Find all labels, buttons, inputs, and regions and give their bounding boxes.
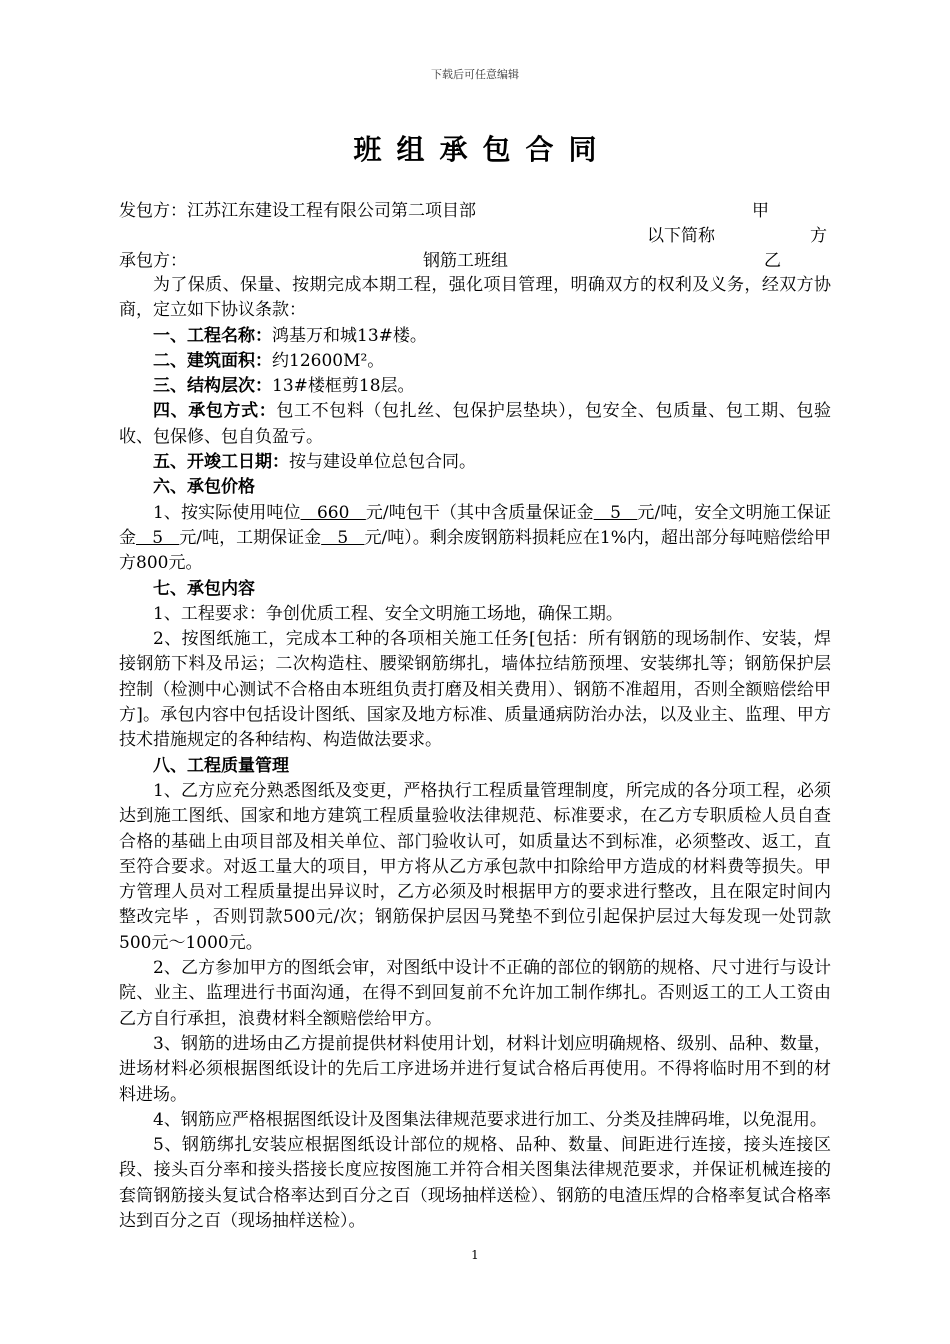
section-heading: 七、承包内容	[153, 578, 255, 599]
page-number: 1	[471, 1248, 479, 1262]
quality-deposit: 5	[593, 502, 638, 523]
section-price-heading	[119, 475, 831, 500]
header-note: 下载后可任意编辑	[431, 68, 519, 81]
quality-clause-5: 5、钢筋绑扎安装应根据图纸设计部位的规格、品种、数量、间距进行连接，接头连接区段、接头百分率和接头搭接长度应按图施工并符合相关图集法律规范要求，并保证机械连接的套筒钢筋接头复试合格率达到百分之百（现场抽样送检）、钢筋的电渣压焊的合格率复试合格率达到百分之百（现场抽样送检）。	[119, 1135, 831, 1231]
abbreviation-side: 方	[810, 226, 827, 246]
abbreviation-label: 以下简称	[647, 226, 715, 246]
safety-deposit: 5	[136, 527, 180, 548]
section-project-name	[119, 324, 831, 349]
party-b-label: 承包方：	[119, 251, 187, 271]
section-text: 鸿基万和城13#楼。	[272, 325, 427, 346]
quality-clause-4: 4、钢筋应严格根据图纸设计及图集法律规范要求进行加工、分类及挂牌码堆，以免混用。	[153, 1109, 827, 1130]
document-title: 班组承包合同	[353, 133, 612, 166]
section-heading: 一、工程名称：	[153, 325, 272, 346]
schedule-deposit: 5	[321, 527, 365, 548]
clause-text: 元/吨，工期保证金	[179, 527, 322, 548]
section-text: 13#楼框剪18层。	[272, 376, 415, 397]
clause-text: 1、按实际使用吨位	[153, 502, 301, 523]
party-a-label: 发包方：	[119, 201, 187, 221]
section-structure	[119, 374, 831, 399]
quality-clause-3: 3、钢筋的进场由乙方提前提供材料使用计划，材料计划应明确规格、级别、品种、数量，进场材料必须根据图纸设计的先后工序进场并进行复试合格后再使用。不得将临时用不到的材料进场。	[119, 1033, 831, 1105]
section-heading: 五、开竣工日期：	[153, 452, 289, 473]
clause-text: 元/吨，安全文明施工保证金	[119, 502, 831, 548]
section-heading: 八、工程质量管理	[153, 755, 289, 776]
section-text: 约12600M²。	[272, 350, 385, 371]
section-heading: 二、建筑面积：	[153, 350, 272, 371]
price-clause-1	[119, 501, 831, 577]
section-text: 按与建设单位总包合同。	[289, 452, 476, 473]
content-clause-1: 1、工程要求：争创优质工程、安全文明施工场地，确保工期。	[153, 603, 623, 624]
section-content-heading	[119, 577, 831, 602]
contract-body	[119, 273, 831, 1234]
party-b-suffix: 乙	[764, 251, 781, 271]
clause-text: 元/吨）。剩余废钢筋料损耗应在1%内，超出部分每吨赔偿给甲方800元。	[119, 527, 831, 574]
section-dates	[119, 450, 831, 475]
section-heading: 六、承包价格	[153, 477, 255, 498]
party-a-suffix: 甲	[752, 201, 769, 221]
section-building-area	[119, 349, 831, 374]
intro-paragraph: 为了保质、保量、按期完成本期工程，强化项目管理，明确双方的权利及义务，经双方协商，定立如下协议条款：	[119, 275, 831, 321]
party-a-name: 江苏江东建设工程有限公司第二项目部	[187, 201, 476, 221]
section-heading: 三、结构层次：	[153, 376, 272, 397]
section-text: 包工不包料（包扎丝、包保护层垫块），包安全、包质量、包工期、包验收、包保修、包自负盈亏。	[119, 401, 832, 447]
party-a-line	[119, 199, 476, 224]
section-quality-heading	[119, 754, 831, 779]
section-heading: 四、承包方式：	[153, 401, 277, 422]
quality-clause-2: 2、乙方参加甲方的图纸会审，对图纸中设计不正确的部位的钢筋的规格、尺寸进行与设计院、业主、监理进行书面沟通，在得不到回复前不允许加工制作绑扎。否则返工的工人工资由乙方自行承担，浪费材料全额赔偿给甲方。	[119, 958, 831, 1029]
party-b-name: 钢筋工班组	[423, 251, 508, 271]
clause-text: 元/吨包干（其中含质量保证金	[365, 502, 594, 523]
content-clause-2: 2、按图纸施工，完成本工种的各项相关施工任务[包括：所有钢筋的现场制作、安装，焊接钢筋下料及吊运；二次构造柱、腰梁钢筋绑扎，墙体拉结筋预埋、安装绑扎等；钢筋保护层控制（检测中心测试不合格由本班组负责打磨及相关费用）、钢筋不准超用，否则全额赔偿给甲方]。承包内容中包括设计图纸、国家及地方标准、质量通病防治办法，以及业主、监理、甲方技术措施规定的各种结构、构造做法要求。	[119, 629, 831, 751]
price-per-ton: 660	[300, 502, 366, 523]
section-contract-method	[119, 399, 831, 450]
quality-clause-1: 1、乙方应充分熟悉图纸及变更，严格执行工程质量管理制度，所完成的各分项工程，必须达到施工图纸、国家和地方建筑工程质量验收法律规范、标准要求，在乙方专职质检人员自查合格的基础上由项目部及相关单位、部门验收认可，如质量达不到标准，必须整改、返工，直至符合要求。对返工量大的项目，甲方将从乙方承包款中扣除给甲方造成的材料费等损失。甲方管理人员对工程质量提出异议时，乙方必须及时根据甲方的要求进行整改，且在限定时间内整改完毕 ，否则罚款500元/次；钢筋保护层因马凳垫不到位引起保护层过大每发现一处罚款500元～1000元。	[119, 780, 831, 953]
